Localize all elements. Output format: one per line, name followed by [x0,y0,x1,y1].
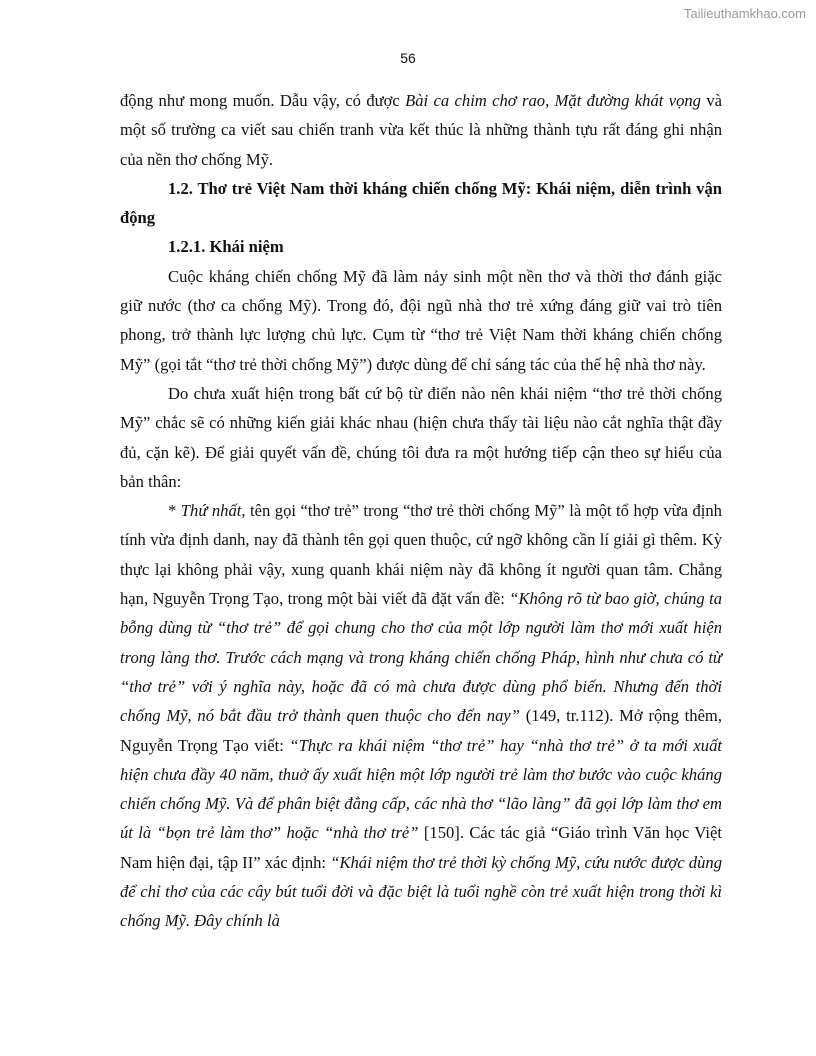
italic-text-run: Thứ nhất [180,501,242,521]
subsection-heading: 1.2.1. Khái niệm [168,237,284,257]
text-run: , tên gọi “thơ trẻ” trong “thơ trẻ thời chống Mỹ” là một tổ hợp vừa định tính vừa định danh, nay đã thành tên gọi quen thuộc, cứ ngỡ không cần lí giải gì thêm. Kỳ thực lại không phải vậy, xung quanh khái niệm này đã không ít người quan tâm. Chẳng hạn, Nguyễn Trọng Tạo, trong một bài viết đã đặt vấn đề: [120,501,722,609]
text-run: [150]. Các tác giả “Giáo trình Văn học Việt Nam hiện đại, tập II” xác định: [120,823,722,872]
quote-italic: “Không rõ từ bao giờ, chúng ta bỗng dùng từ “thơ trẻ” để gọi chung cho thơ của một lớp người làm thơ mới xuất hiện trong làng thơ. Trước cách mạng và trong kháng chiến chống Pháp, hình như chưa có từ “thơ trẻ” với ý nghĩa này, hoặc đã có mà chưa được dùng phổ biến. Nhưng đến thời chống Mỹ, nó bắt đầu trở thành quen thuộc cho đến nay” [120,589,722,726]
section-heading: 1.2. Thơ trẻ Việt Nam thời kháng chiến chống Mỹ: Khái niệm, diễn trình vận động [120,178,722,228]
text-run: * [168,501,181,521]
paragraph: Do chưa xuất hiện trong bất cứ bộ từ điển nào nên khái niệm “thơ trẻ thời chống Mỹ” chắc sẽ có những kiến giải khác nhau (hiện chưa thấy tài liệu nào cắt nghĩa thật đầy đủ, cặn kẽ). Để giải quyết vấn đề, chúng tôi đưa ra một hướng tiếp cận theo sự hiểu của bản thân: [120,383,722,491]
text-run: (149, tr.112). Mở rộng thêm, Nguyễn Trọng Tạo viết: [120,706,722,755]
quote-italic: “Khái niệm thơ trẻ thời kỳ chống Mỹ, cứu nước được dùng để chỉ thơ của các cây bút tuổi đời và đặc biệt là tuổi nghề còn trẻ xuất hiện trong thời kì chống Mỹ. Đây chính là [120,852,722,931]
watermark: Tailieuthamkhao.com [683,6,806,21]
text-run: động như mong muốn. Dẫu vậy, có được [120,91,406,110]
paragraph-continuation [120,86,722,174]
quote-italic: “Thực ra khái niệm “thơ trẻ” hay “nhà thơ trẻ” ở ta mới xuất hiện chưa đầy 40 năm, thuở ấy xuất hiện một lớp người trẻ làm thơ bước vào cuộc kháng chiến chống Mỹ. Và để phân biệt đẳng cấp, các nhà thơ “lão làng” đã gọi lớp làm thơ em út là “bọn trẻ làm thơ” hoặc “nhà thơ trẻ” [120,735,722,843]
paragraph [120,496,722,935]
paragraph: Cuộc kháng chiến chống Mỹ đã làm nảy sinh một nền thơ và thời thơ đánh giặc giữ nước (thơ ca chống Mỹ). Trong đó, đội ngũ nhà thơ trẻ xứng đáng giữ vai trò tiên phong, trở thành lực lượng chủ lực. Cụm từ “thơ trẻ Việt Nam thời kháng chiến chống Mỹ” (gọi tắt “thơ trẻ thời chống Mỹ”) được dùng để chỉ sáng tác của thế hệ nhà thơ này. [120,266,722,374]
document-body [120,86,722,936]
italic-text-run: Bài ca chim chơ rao, Mặt đường khát vọng [405,91,701,110]
text-run: và một số trường ca viết sau chiến tranh vừa kết thúc là những thành tựu rất đáng ghi nhận của nền thơ chống Mỹ. [120,91,722,169]
page-number: 56 [400,50,416,66]
